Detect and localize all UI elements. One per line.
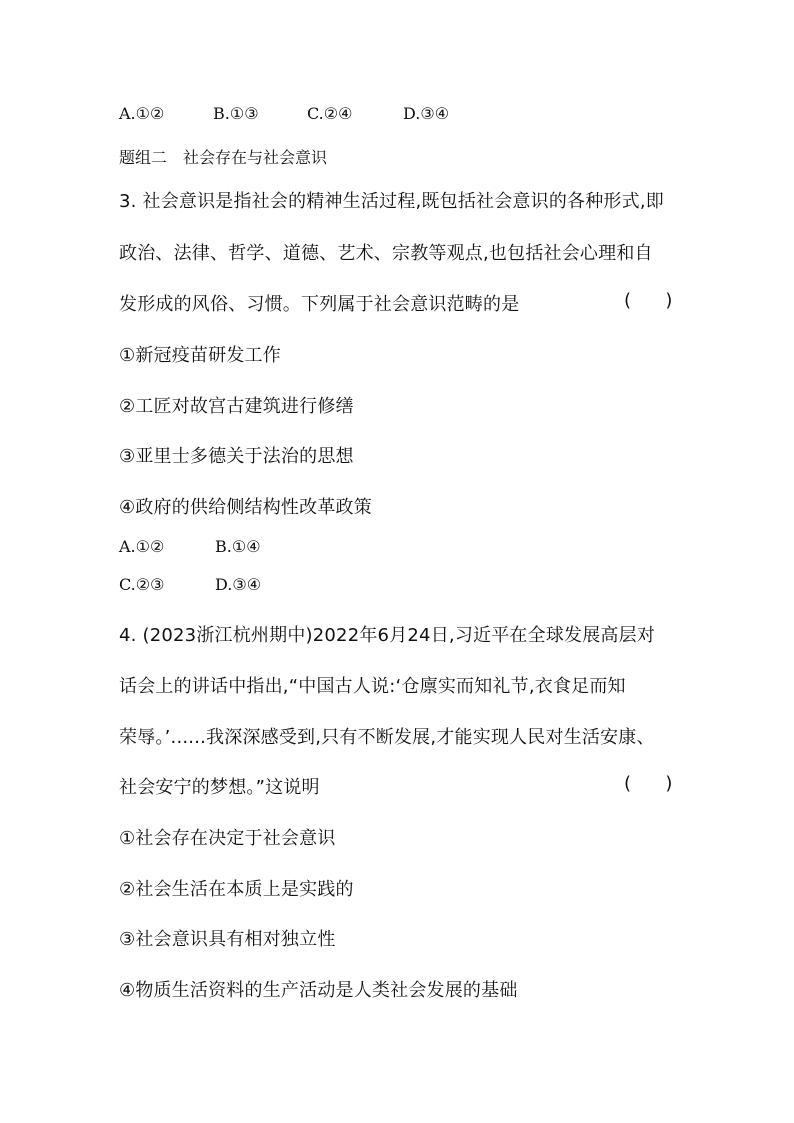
q4-stem-line-3: 荣辱。’......我深深感受到,只有不断发展,才能实现人民对生活安康、 bbox=[119, 727, 655, 748]
q4-item-4: ④物质生活资料的生产活动是人类社会发展的基础 bbox=[119, 980, 518, 1001]
q3-item-4: ④政府的供给侧结构性改革政策 bbox=[119, 497, 372, 518]
q4-stem-line-4: 社会安宁的梦想。”这说明 bbox=[119, 777, 320, 798]
q3-stem-line-2: 政治、法律、哲学、道德、艺术、宗教等观点,也包括社会心理和自 bbox=[119, 243, 653, 264]
q3-stem-line-3: 发形成的风俗、习惯。下列属于社会意识范畴的是 bbox=[119, 294, 520, 315]
q4-item-1: ①社会存在决定于社会意识 bbox=[119, 828, 336, 849]
q3-option-d: D.③④ bbox=[215, 575, 262, 594]
q3-option-a: A.①② bbox=[119, 537, 165, 556]
section-title: 题组二 社会存在与社会意识 bbox=[119, 148, 328, 167]
q3-answer-bracket: ( ) bbox=[624, 290, 673, 311]
q3-option-b: B.①④ bbox=[215, 537, 261, 556]
q4-item-3: ③社会意识具有相对独立性 bbox=[119, 929, 336, 950]
q2-option-a: A.①② bbox=[119, 104, 165, 123]
q3-options-row-1 bbox=[119, 537, 261, 556]
q2-option-b: B.①③ bbox=[213, 104, 259, 123]
q2-option-c: C.②④ bbox=[307, 104, 353, 123]
q4-stem-line-1: 4. (2023浙江杭州期中)2022年6月24日,习近平在全球发展高层对 bbox=[119, 625, 656, 646]
q3-item-1: ①新冠疫苗研发工作 bbox=[119, 345, 281, 366]
q4-item-2: ②社会生活在本质上是实践的 bbox=[119, 879, 354, 900]
q3-item-3: ③亚里士多德关于法治的思想 bbox=[119, 446, 354, 467]
q3-option-c: C.②③ bbox=[119, 575, 165, 594]
q3-options-row-2 bbox=[119, 575, 261, 594]
q4-stem-line-2: 话会上的讲话中指出,“中国古人说:‘仓廪实而知礼节,衣食足而知 bbox=[119, 676, 626, 697]
q2-option-d: D.③④ bbox=[403, 104, 450, 123]
q3-stem-line-1: 3. 社会意识是指社会的精神生活过程,既包括社会意识的各种形式,即 bbox=[119, 191, 664, 212]
q4-answer-bracket: ( ) bbox=[624, 773, 673, 794]
q3-item-2: ②工匠对故宫古建筑进行修缮 bbox=[119, 396, 354, 417]
q2-options bbox=[119, 104, 449, 123]
